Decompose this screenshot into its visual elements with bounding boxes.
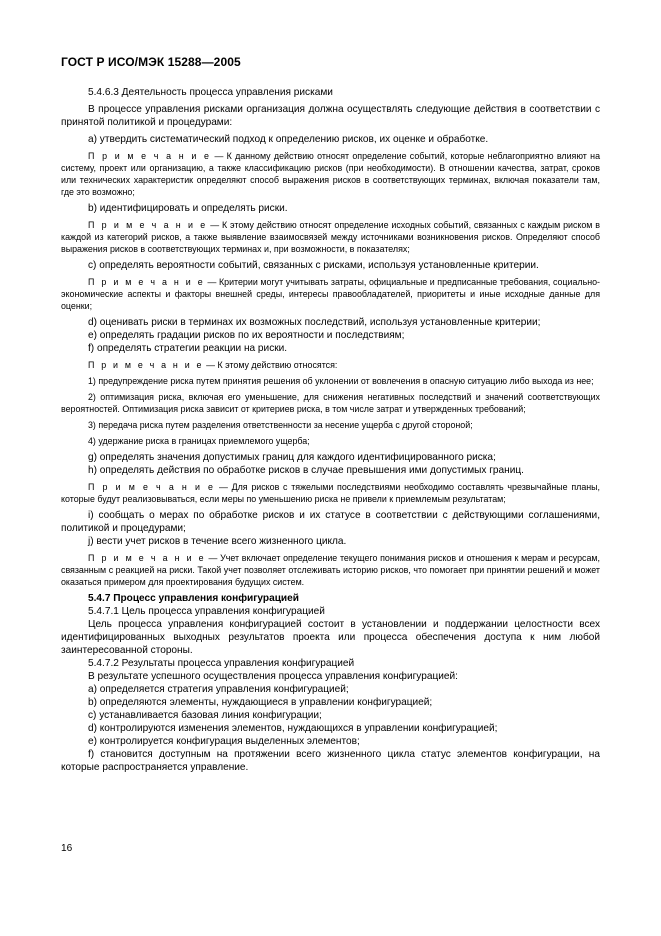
note-paragraph — [61, 481, 600, 505]
body-paragraph: j) вести учет рисков в течение всего жизненного цикла. — [88, 536, 347, 547]
note-text: — Учет включает определение текущего понимания рисков и отношения к мерам и ресурсам, связанным с реакцией на риски. Такой учет позволяет отслеживать историю рисков, что помогает при принятии решений и может оказаться примером для проектирования будущих систем. — [61, 553, 601, 587]
note-text: 2) оптимизация риска, включая его уменьшение, для снижения негативных последствий и значений соответствующих вероятностей. Оптимизация риска зависит от критериев риска, в том числе затрат и утвержденных требований; — [61, 392, 600, 414]
body-paragraph: 5.4.7.1 Цель процесса управления конфигурацией — [88, 606, 325, 617]
note-text: — К этому действию относят определение исходных событий, связанных с каждым риском в каждой из категорий рисков, а также выявление взаимосвязей между источниками возникновения рисков. Определяют способ выражения рисков в соответствующих терминах и, при возможности, в показателях; — [61, 220, 601, 254]
body-paragraph: f) определять стратегии реакции на риски. — [88, 343, 288, 354]
body-paragraph: c) устанавливается базовая линия конфигурации; — [88, 710, 322, 721]
note-text: — К данному действию относят определение событий, которые неблагоприятно влияют на систему, проект или организацию, а также классификацию рисков (при необходимости). В отношении качества, затрат, сроков или технических характеристик определяют способ выражения рисков в соответствующих терминах, включая показатели там, где это возможно; — [61, 151, 601, 197]
body-paragraph: i) сообщать о мерах по обработке рисков и их статусе в соответствии с действующими соглашениями, политикой и процедурами; — [61, 510, 600, 534]
body-paragraph: Цель процесса управления конфигурацией состоит в установлении и поддержании целостности всех идентифицированных выходных результатов проекта или процесса обеспечения доступа к ним любой заинтересованной стороны. — [61, 619, 600, 656]
page-number: 16 — [61, 843, 73, 854]
note-label: П р и м е ч а н и е — [88, 553, 206, 563]
note-text: 4) удержание риска в границах приемлемого ущерба; — [88, 436, 310, 446]
note-paragraph — [61, 375, 600, 387]
body-paragraph: e) контролируется конфигурация выделенных элементов; — [88, 736, 360, 747]
section-heading: 5.4.7 Процесс управления конфигурацией — [88, 593, 299, 604]
note-text: — Для рисков с тяжелыми последствиями необходимо составлять чрезвычайные планы, которые будут реализовываться, если меры по уменьшению риска не привели к приемлемым результатам; — [61, 482, 601, 504]
note-label: П р и м е ч а н и е — [88, 360, 204, 370]
note-label: П р и м е ч а н и е — [88, 151, 212, 161]
body-paragraph: h) определять действия по обработке рисков в случае превышения ими допустимых границ. — [88, 465, 524, 476]
note-paragraph — [61, 359, 600, 371]
note-text: — К этому действию относятся: — [203, 360, 338, 370]
note-label: П р и м е ч а н и е — [88, 277, 205, 287]
note-text: 3) передача риска путем разделения ответственности за несение ущерба с другой стороной; — [88, 420, 473, 430]
body-paragraph: 5.4.7.2 Результаты процесса управления конфигурацией — [88, 658, 355, 669]
body-paragraph: d) контролируются изменения элементов, нуждающихся в управлении конфигурацией; — [88, 723, 498, 734]
body-paragraph: a) определяется стратегия управления конфигурацией; — [88, 684, 349, 695]
body-paragraph: В результате успешного осуществления процесса управления конфигурацией: — [88, 671, 458, 682]
body-paragraph: g) определять значения допустимых границ для каждого идентифицированного риска; — [88, 452, 496, 463]
note-paragraph — [61, 219, 600, 255]
body-paragraph: e) определять градации рисков по их вероятности и последствиям; — [88, 330, 405, 341]
body-paragraph: f) становится доступным на протяжении всего жизненного цикла статус элементов конфигурации, на которые распространяется управление. — [61, 749, 600, 773]
note-label: П р и м е ч а н и е — [88, 220, 208, 230]
body-paragraph: b) определяются элементы, нуждающиеся в управлении конфигурацией; — [88, 697, 433, 708]
note-label: П р и м е ч а н и е — [88, 482, 216, 492]
note-paragraph — [61, 391, 600, 415]
document-header: ГОСТ Р ИСО/МЭК 15288—2005 — [61, 55, 241, 69]
body-paragraph: d) оценивать риски в терминах их возможных последствий, используя установленные критерии; — [88, 317, 541, 328]
body-paragraph: a) утвердить систематический подход к определению рисков, их оценке и обработке. — [88, 134, 489, 145]
body-paragraph: В процессе управления рисками организация должна осуществлять следующие действия в соответствии с принятой политикой и процедурами: — [61, 104, 600, 128]
note-paragraph — [61, 150, 600, 198]
body-paragraph: b) идентифицировать и определять риски. — [88, 203, 288, 214]
note-paragraph — [61, 435, 600, 447]
note-paragraph — [61, 276, 600, 312]
note-text: — Критерии могут учитывать затраты, официальные и предписанные требования, социально-экономические аспекты и факторы внешней среды, интересы правообладателей, приоритеты и иные исходные данные для оценки; — [61, 277, 600, 311]
note-paragraph — [61, 552, 600, 588]
note-text: 1) предупреждение риска путем принятия решения об уклонении от вовлечения в опасную ситуацию либо выхода из нее; — [88, 376, 594, 386]
note-paragraph — [61, 419, 600, 431]
body-paragraph: c) определять вероятности событий, связанных с рисками, используя установленные критерии. — [88, 260, 539, 271]
body-paragraph: 5.4.6.3 Деятельность процесса управления рисками — [88, 87, 333, 98]
document-body — [61, 86, 600, 774]
